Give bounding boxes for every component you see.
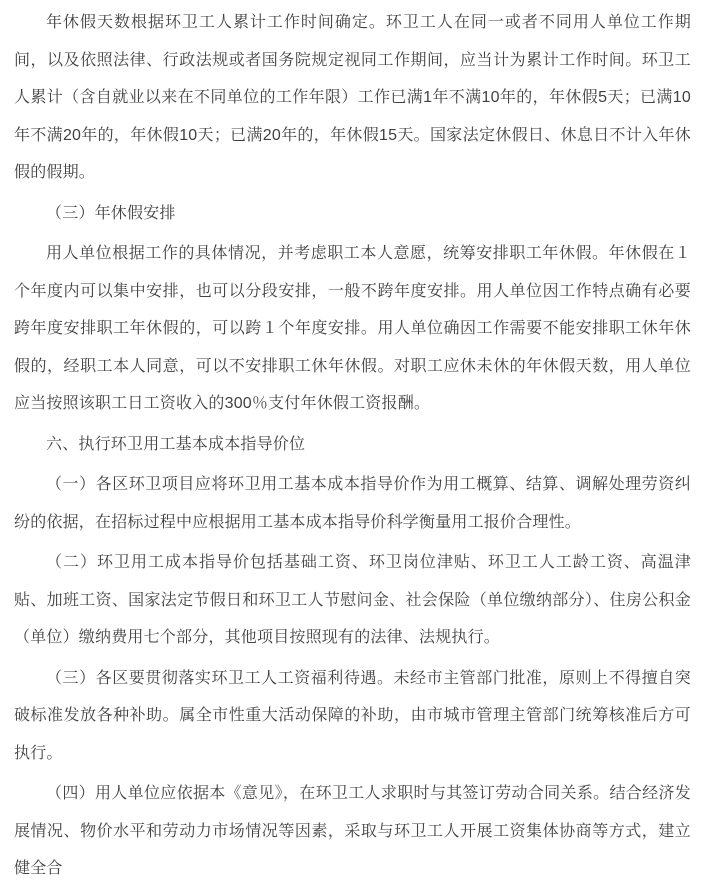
heading-section-six-labor-cost-guide-price: 六、执行环卫用工基本成本指导价位 — [46, 435, 306, 453]
heading-annual-leave-arrangement: （三）年休假安排 — [46, 204, 176, 222]
paragraph-item-four-labor-contract: （四）用人单位应依据本《意见》，在环卫工人求职时与其签订劳动合同关系。结合经济发展情况、物价水平和劳动力市场情况等因素，采取与环卫工人开展工资集体协商等方式，建立健全合 — [14, 785, 691, 877]
paragraph-item-one-guide-price-basis: （一）各区环卫项目应将环卫用工基本成本指导价作为用工概算、结算、调解处理劳资纠纷的依据，在招标过程中应根据用工基本成本指导价科学衡量用工报价合理性。 — [14, 476, 691, 531]
paragraph-item-two-guide-price-components: （二）环卫用工成本指导价包括基础工资、环卫岗位津贴、环卫工人工龄工资、高温津贴、加班工资、国家法定节假日和环卫工人节慰问金、社会保险（单位缴纳部分）、住房公积金（单位）缴纳费用七个部分，其他项目按照现有的法律、法规执行。 — [14, 554, 691, 646]
paragraph-annual-leave-days: 年休假天数根据环卫工人累计工作时间确定。环卫工人在同一或者不同用人单位工作期间，以及依照法律、行政法规或者国务院规定视同工作期间，应当计为累计工作时间。环卫工人累计（含自就业以来在不同单位的工作年限）工作已满1年不满10年的，年休假5天；已满10年不满20年的，年休假10天；已满20年的，年休假15天。国家法定休假日、休息日不计入年休假的假期。 — [14, 14, 691, 181]
paragraph-item-three-welfare-subsidies: （三）各区要贯彻落实环卫工人工资福利待遇。未经市主管部门批准，原则上不得擅自突破标准发放各种补助。属全市性重大活动保障的补助，由市城市管理主管部门统筹核准后方可执行。 — [14, 669, 691, 762]
paragraph-annual-leave-arrangement: 用人单位根据工作的具体情况，并考虑职工本人意愿，统筹安排职工年休假。年休假在１个年度内可以集中安排，也可以分段安排，一般不跨年度安排。用人单位因工作特点确有必要跨年度安排职工年休假的，可以跨１个年度安排。用人单位确因工作需要不能安排职工休年休假的，经职工本人同意，可以不安排职工休年休假。对职工应休未休的年休假天数，用人单位应当按照该职工日工资收入的300％支付年休假工资报酬。 — [14, 245, 691, 412]
